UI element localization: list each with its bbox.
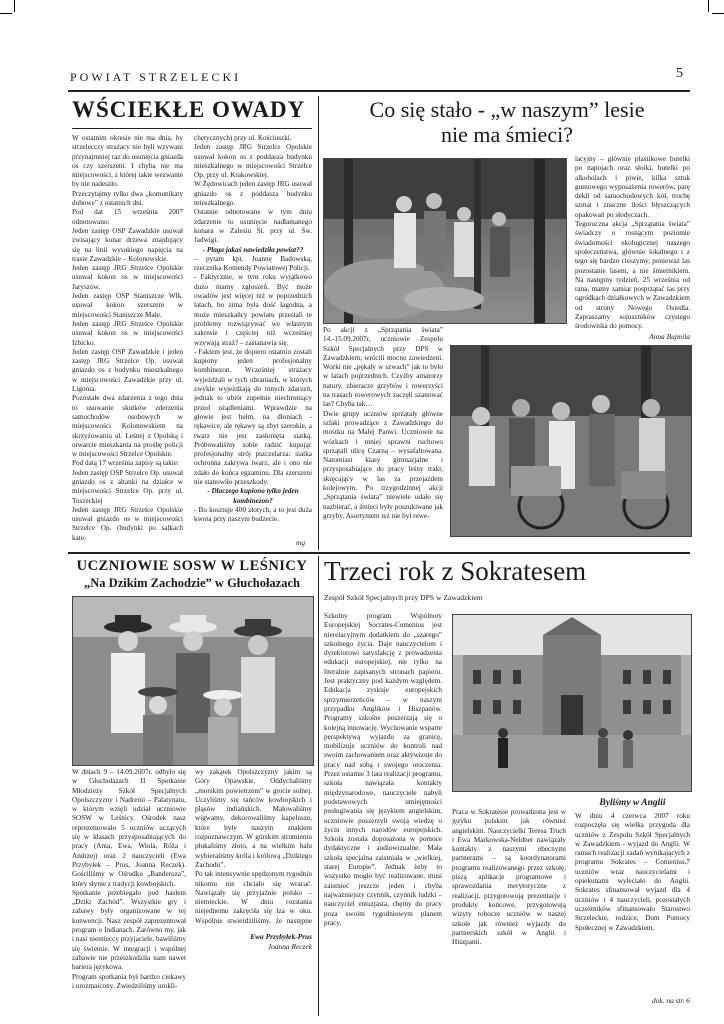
sokrates-column-1: Szkolny program Wspólnoty Europejskiej Socrates-Comenius jest nierelacyjnym dodatkiem do „szarego” szkolnego życia. Daje nauczycielom i dyrektorowi satysfakcję z prowadzenia edukacji europejskiej, nie tylko na literalnie zapisanych stronach papieru. Jest praktyczny pod każdym względem. Edukacja zyskuje europejskich sprzymierzeńców – w naszym przypadku Anglików i Hiszpanów. Programy szkolne poszerzają się o kolejną innowację. Wychowanie wsparte perspektywą wyjazdu za granicę, mobilizuje uczniów do kontroli nad swoim zachowaniem oraz aktywizuje do pracy nad sobą i swojego otoczenia. Przez ostatnie 3 lata realizacji programu, szkoła nawiązała kontakty międzynarodowe, nauczyciele nabyli podstawowych umiejętności posługiwania się językiem angielskim, uczniowie poszerzyli swoją wiedzę o życiu innych narodów europejskich. Szkoła została doposażona w pomoce dydaktyczne i audiowizualne. Mała szkoła specjalna zaistniała w „wielkiej, starej Europie”. Jednak żeby to wszystko mogło być realizowane, musi zaistnieć jeszcze jeden i chyba najważniejszy czynnik, czynnik ludzki – nauczyciel entuzjasta, chętny do pracy poza swoim tygodniowym planem pracy. <box>324 612 442 927</box>
page-number: 5 <box>676 66 683 81</box>
crop-mark <box>712 13 724 14</box>
sosw-author-1: Ewa Przybyłek-Prus <box>250 932 312 941</box>
wasps-question-2: - Dlaczego kupiono tylko jeden kombinezon? <box>207 487 299 505</box>
wasps-title: WŚCIEKŁE OWADY <box>72 97 306 122</box>
wasps-column-2 <box>194 134 312 544</box>
header-rule <box>68 90 690 92</box>
wasps-column-1: W ostatnim okresie nie ma dnia, by strzelecczy strażacy nie byli wzywani przynajmniej raz do usunięcia gniazda os czy szerszeni. I chyba nie ma miejscowości, z której takie wezwanie by nie nadeszło. Przeczytajmy tylko dwa „komunikaty dobowe” z ostatnich dni. Pod dat 15 września 2007 odnotowano: Jeden zastęp OSP Zawadzkie usuwał zwisający konar drzewa znajdujący się na linii wysokiego napięcia na trasie Zawadzkie – Kolonowskie. Jeden zastęp JRG Strzelce Opolskie usuwał kokon os w miejscowości Jaryszów. Jeden zastęp OSP Staniszcze Wlk. usuwał kokon szerszeni w miejscowości Staniszcze Małe. Jeden zastęp JRG Strzelce Opolskie usuwał kokon os w miejscowości Izbicko. Jeden zastęp OSP Zawadzkie i jeden zastęp JRG Strzelce Op. usuwał gniazdo os z budynku mieszkalnego w miejscowości Zawadzkie przy ul. Ligonia. Pozostałe dwa zdarzenia z tego dnia to usuwanie skutków zderzenia samochodów osobowych w miejscowości Kolonowskiem na skrzyżowaniu ul. Leśnej z Opolską i otwarcie mieszkania na prośbę policji w miejscowości Strzelce Opolskie. Pod datą 17 września zapisy są takie: Jeden zastęp OSP Strzelce Op. usuwał gniazdo os z altanki na działce w miejscowości Strzelce Op. przy ul. Toszeckiej Jeden zastęp JRG Strzelce Opolskie usuwał gniazdo os w miejscowości Strzelce Op. (budynki po salkach kate- <box>72 134 183 542</box>
section-header: POWIAT STRZELECKI <box>70 70 242 84</box>
forest-column-right: lacyjny – głównie plastikowe butelki po napojach oraz słoiki, butelki po alkoholach i piwie, kilka sztuk gumowego wyposażenia rowerów, parę dekli od samochodowych kół, trochę szmat i znaczne ilości błyszczących opakowań po słodyczach. Tegoroczna akcja „Sprzątania świata” świadczy o rosnącym poziomie świadomości ekologicznej naszego społeczeństwa, głównie lokalnego i z tego się bardzo cieszymy, ponieważ las pozostanie lasem, a nie śmietnikiem. Na następny tydzień, 25 września od rana, mamy zamiar posprzątać las przy ogródkach działkowych w Zawadzkiem od strony Nowego Osiedla. Zapraszamy sojuszników czystego środowiska do pomocy. <box>575 155 690 331</box>
sokrates-column-2: Praca w Sokratesie prowadzona jest w języku polskim jak również angielskim. Nauczycielki Teresa Truch i Ewa Markowska-Neldner nawiązały kontakty z naszymi obecnymi partnerami – są koordynatorami programu realizowanego przez szkołę, piszą aplikacje programowe i sprawozdania merytoryczne z realizacji, przygotowują prezentacje i produkty końcowe, przygotowują wizyty robocze uczniów w naszej szkole jak również wyjazdy do partnerskich szkół w Anglii i Hiszpanii. <box>452 808 566 947</box>
sosw-group-photo <box>72 596 314 766</box>
forest-title-line-2: nie ma śmieci? <box>441 122 573 147</box>
sokrates-palace-photo <box>452 614 692 792</box>
forest-group-photo <box>450 345 692 537</box>
wasps-signature: mg <box>296 538 306 547</box>
sokrates-byline: Zespół Szkół Specjalnych przy DPS w Zawadzkiem <box>324 593 483 602</box>
sosw-title: UCZNIOWIE SOSW W LEŚNICY <box>76 558 308 574</box>
wasps-col2-part-b: – pytam kpt. Joannę Badowską, rzecznika Komendy Powiatowej Policji. - Faktycznie, w tym roku wyjątkowo dużo mamy zgłoszeń. Być może owadów jest więcej niż w poprzednich latach, bo zima była dość łagodna, a może mieszkańcy powiatu przestali te problemy rozwiązywać we własnym zakresie i częściej niż wcześniej wzywają straż? – zastanawia się. - Faktem jest, że dopiero ostatnio zostali kupiony jeden profesjonalny kombinezon. Wcześniej strażacy wyjeżdżali w tych ubraniach, w których zwykle wyjeżdżają do innych zdarzeń, jednak to ubiór zupełnie niechroniący przed użądleniami. Wprawdzie na głowie jest hełm, na dłoniach - rękawice, ale rękawy są zbyt szerokie, a twarz nie jest zasłonięta siatką. Próbowaliśmy sobie radzić kupując profesjonalny strój pszczelarza: siatka ochronna zakrywa twarz, ale i ono nie zdało do końca egzaminu. Dla szerszeni nie stanowiło przeszkody. <box>194 254 312 486</box>
forest-cleanup-photo <box>323 158 567 324</box>
lower-column-separator <box>318 556 319 1016</box>
crop-mark <box>708 0 709 12</box>
wasps-title-rule <box>72 128 312 129</box>
sosw-subtitle: „Na Dzikim Zachodzie” w Głuchołazach <box>84 576 300 590</box>
column-separator <box>318 96 319 550</box>
forest-column-left: Po akcji z „Sprzątania świata” 14.-15.09.2007r, uczniowie Zespołu Szkół Specjalnych przy DPS w Zawadzkiem, wrócili mocno zawiedzeni. Worki nie „pękały w szwach” jak to było w latach poprzednich. Czyżby amatorzy natury, zbieracze grzybów i rowerzyści na trasach rowerowych zaczęli szanować las? Chyba tak… Dwie grupy uczniów sprzątały główne szlaki prowadzące z Zawadzkiego do mostku na Małej Panwi. Uczniowie na wózkach i mniej sprawni ruchowo sprzątali ulicę Czarną – wysafaltowana. Natomiast klasy gimnazjalne i przysposabiające do pracy leśny trakt, skręcający w las za przejazdem kolejowym. Po trzygodzinnej akcji „Sprzątania świata” niewiele udało się nazbierać, a śmieci były poszukiwane jak grzyby. Asortyment też nie był rewe- <box>323 326 443 520</box>
continued-note: dok. na str. 6 <box>652 996 690 1005</box>
wasps-question-1: - Plaga jakaś nawiedziła powiat?? <box>202 245 304 254</box>
horizontal-separator <box>68 552 690 554</box>
forest-author: Anna Bujmila <box>649 332 690 341</box>
wasps-col2-part-c: - Bo kosztuje 400 złotych, a to jest duża kwota przy naszym budżecie. <box>194 505 312 524</box>
forest-title-line-1: Co się stało - „w naszym” lesie <box>369 97 645 122</box>
sokrates-column-3: W dniu 4 czerwca 2007 roku rozpoczęła się wielka przygoda dla uczniów z Zespołu Szkół Specjalnych w Zawadzkiem - wyjazd do Anglii. W ramach realizacji zadań wynikających z programu Sokrates – Comenius,7 uczniów wraz nauczycielami i opiekunami wyleciało do Anglii. Sokrates sfinansował wyjazd dla 4 uczniów i 4 nauczycieli, pozostałych uczestników sfinansowało Starostwo Strzeleckie, rodzice, Dom Pomocy Społecznej w Zawadzkiem, <box>575 812 690 932</box>
sosw-column-2: wy zakątek Opolszczyzny jakim są Góry Opawskie. Oddychaliśmy „morskim powietrzem” w grocie solnej. Uczyliśmy się tańców kowbojskich i pląsów indiańskich. Malowaliśmy wigwamy, dekorowaliśmy kapelusze, które były naszym znakiem rozpoznawczym. W górskim strumieniu płukaliśmy złoto, a na wielkim balu wybieraliśmy króla i królową „Dzikiego Zachodu”. Po tak intensywnie spędzonym tygodniu nikomu nie chciało się wracać. Nawiązały się przyjaźnie polsko – niemieckie. W dniu rozstania niejednemu zakręciła się łza w oku. Wspólnie stwierdziliśmy, że następne <box>195 768 312 925</box>
england-subheading: Byliśmy w Anglii <box>599 798 666 808</box>
sosw-column-1: W dniach 9 – 14.09.2007r. odbyło się w Głuchołazach II Spotkanie Młodzieży Szkół Specjalnych Opolszczyzny i Nadrenii – Palatynatu, w którym wzięli udział uczniowie SOSW w Leśnicy. Ośrodek nasz reprezentowało 5 uczniów uczących się w klasach przysposabiających do pracy (Ania, Ewa, Wiola, Róża i Andrzej) oraz 2 nauczycieli (Ewa Przybyłek – Prus, Joanna Reczek). Gościliśmy w Ośrodku „Banderoza”, który słynie z tradycji kowbojskich. Spotkanie przebiegało pod hasłem „Dziki Zachód”. Wszystkie gry i zabawy były organizowane w tej konwencji. Nasz zespół zaprezentował program o Indianach. Zarówno my, jak i nasi niemieccy przyjaciele, bawiliśmy się świetnie. W integracji i wspólnej zabawie nie przeszkodziła nam nawet bariera językowa. Program spotkania był bardzo ciekawy i urozmaicony. Zwiedziliśmy urokli- <box>72 768 186 990</box>
crop-mark <box>14 0 15 12</box>
crop-mark <box>0 13 12 14</box>
sosw-author-2: Joanna Reczek <box>267 942 312 951</box>
wasps-col2-part-a: chetycznych) przy ul. Kościuszki. Jeden zastęp JRG Strzelce Opolskie usuwał kokon os z poddasza budynku mieszkalnego w miejscowości Strzelce Op. przy ul. Krakowskiej. W Żędowicach jeden zastęp JRG usuwał gniazdo os z poddasza budynku mieszkalnego. Ostatnie odnotowane w tym dniu zdarzenie to usunięcie nadłamanego konara w Zalesiu Śl. przy ul. Św. Jadwigi. <box>194 134 312 245</box>
sokrates-title: Trzeci rok z Sokratesem <box>324 556 587 586</box>
